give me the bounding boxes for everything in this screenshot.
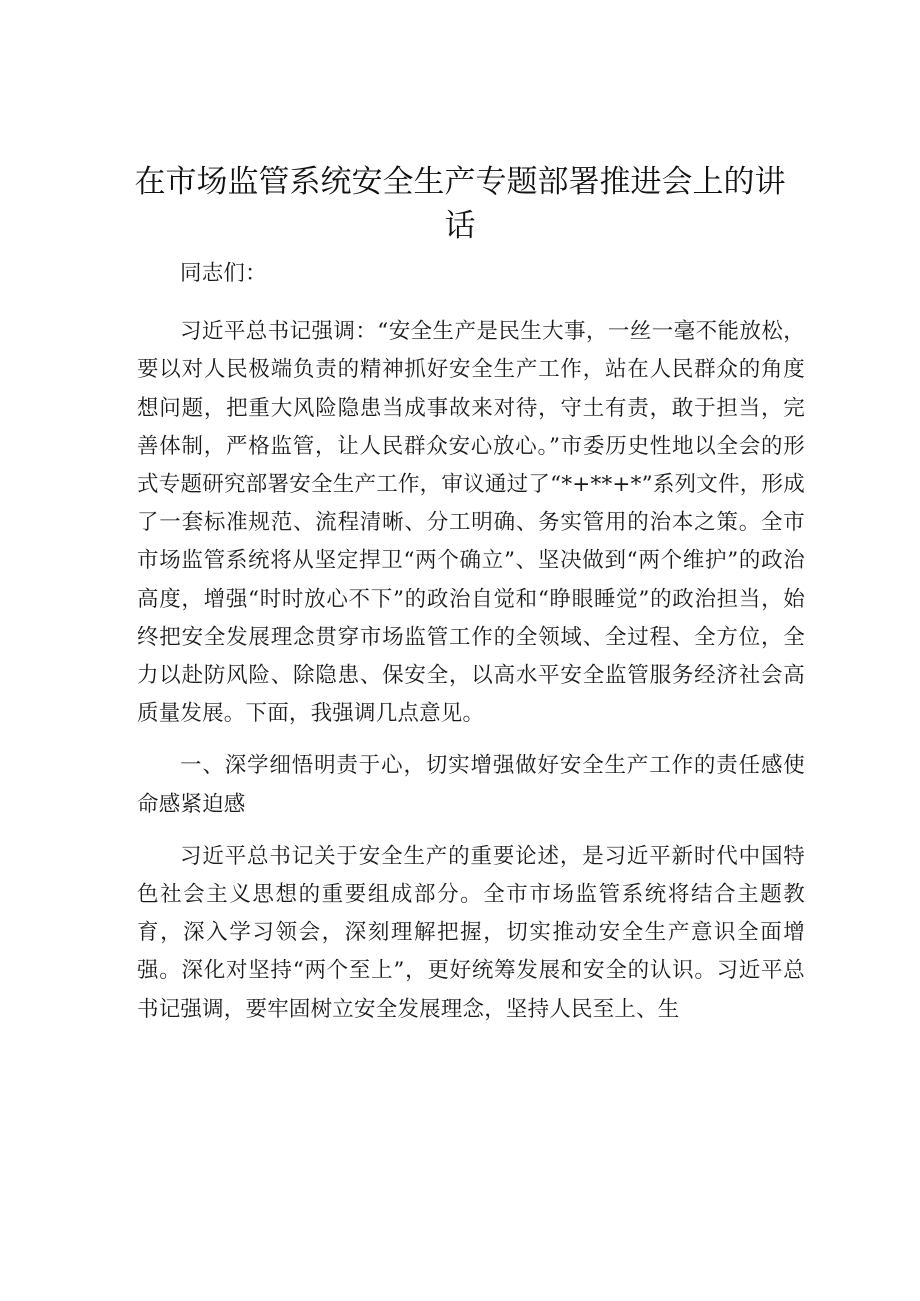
document-title: 在市场监管系统安全生产专题部署推进会上的讲话 [134, 164, 786, 244]
salutation: 同志们： [180, 261, 267, 286]
section-heading-1: 一、深学细悟明责于心，切实增强做好安全生产工作的责任感使命感紧迫感 [137, 753, 805, 817]
paragraph-intro: 习近平总书记强调：“安全生产是民生大事，一丝一毫不能放松，要以对人民极端负责的精神抓好安全生产工作，站在人民群众的角度想问题，把重大风险隐患当成事故来对待，守土有责，敢于担当，完善体制，严格监管，让人民群众安心放心。”市委历史性地以全会的形式专题研究部署安全生产工作，审议通过了“*+**+*”系列文件，形成了一套标准规范、流程清晰、分工明确、务实管用的治本之策。全市市场监管系统将从坚定捍卫“两个确立”、坚决做到“两个维护”的政治高度，增强“时时放心不下”的政治自觉和“睁眼睡觉”的政治担当，始终把安全发展理念贯穿市场监管工作的全领域、全过程、全方位，全力以赴防风险、除隐患、保安全，以高水平安全监管服务经济社会高质量发展。下面，我强调几点意见。 [137, 319, 805, 727]
paragraph-section-1: 习近平总书记关于安全生产的重要论述，是习近平新时代中国特色社会主义思想的重要组成部分。全市市场监管系统将结合主题教育，深入学习领会，深刻理解把握，切实推动安全生产意识全面增强。深化对坚持“两个至上”，更好统筹发展和安全的认识。习近平总书记强调，要牢固树立安全发展理念，坚持人民至上、生 [137, 843, 805, 1022]
document-body [137, 255, 805, 1043]
